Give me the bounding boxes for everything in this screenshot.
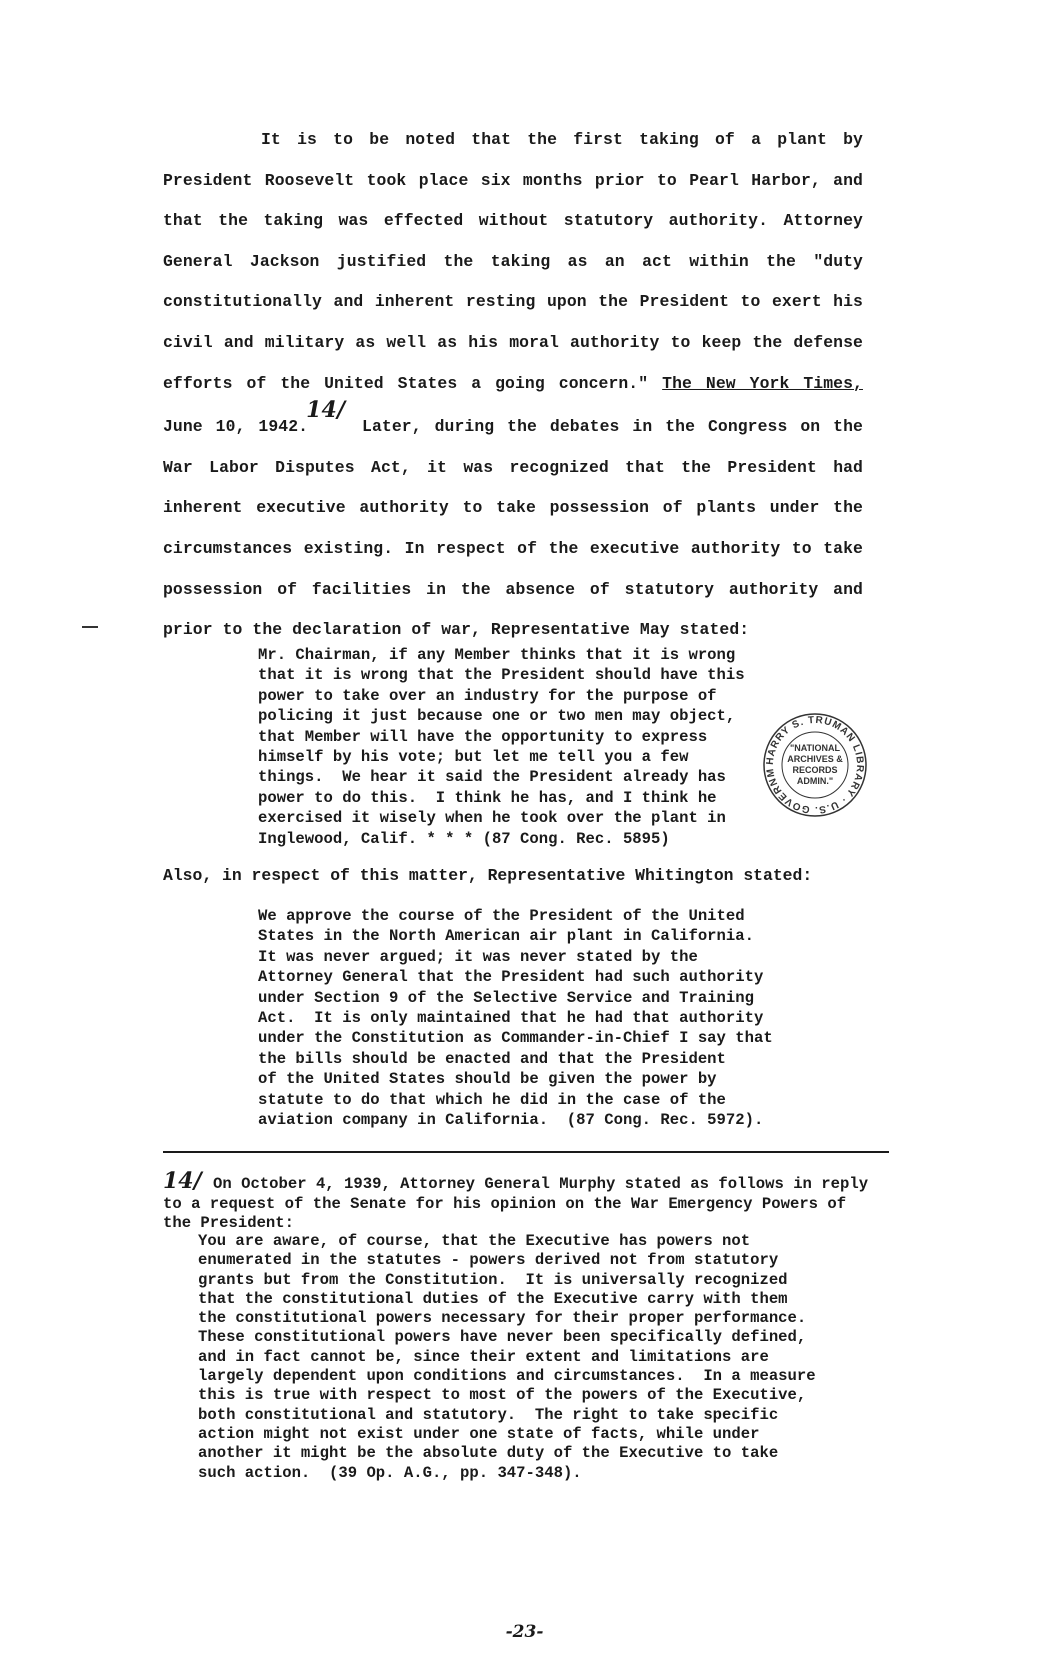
block-quote-whitington: We approve the course of the President of the United States in the North American air plant in California. It was never argued; it was never stated by the Attorney General that the President had such authority under Section 9 of the Selective Service and Training Act. It is only maintained that he had that authority under the Constitution as Commander-in-Chief I say that the bills should be enacted and that the President of the United States should be given the power by statute to do that which he did in the case of the aviation company in California. (87 Cong. Rec. 5972). <box>258 907 773 1130</box>
stamp-ring-text: HARRY S. TRUMAN LIBRARY · U.S. GOVERNM <box>764 714 866 816</box>
stamp-line-3: RECORDS <box>792 765 838 775</box>
footnote-divider <box>163 1151 889 1153</box>
margin-mark <box>82 626 98 628</box>
footnote-intro: On October 4, 1939, Attorney General Murphy stated as follows in reply to a request of the Senate for his opinion on the War Emergency Powers of the President: <box>163 1175 869 1233</box>
paragraph-1-text-a: It is to be noted that the first taking of a plant by President Roosevelt took place six months prior to Pearl Harbor, and that the taking was effected without statutory authority. Attorney General Jackson justified the taking as an act within the "duty constitutionally and inherent resting upon the President to exert his civil and military as well as his moral authority to keep the defense efforts of the United States a going concern." <box>163 130 863 393</box>
stamp-center <box>762 712 868 818</box>
paragraph-1 <box>163 120 863 651</box>
archive-stamp <box>762 712 868 818</box>
paragraph-1-text-b: June 10, 1942. <box>163 417 309 437</box>
paragraph-1-text-c: Later, during the debates in the Congress on the War Labor Disputes Act, it was recognized that the President had inherent executive authority to take possession of plants under the circumstances existing. In respect of the executive authority to take possession of facilities in the absence of statutory authority and prior to the declaration of war, Representative May stated: <box>163 417 863 640</box>
footnote <box>163 1168 869 1234</box>
block-quote-may: Mr. Chairman, if any Member thinks that it is wrong that it is wrong that the President should have this power to take over an industry for the purpose of policing it just because one or two men may object, that Member will have the opportunity to express himself by his vote; but let me tell you a few things. We hear it said the President already has power to do this. I think he has, and I think he exercised it wisely when he took over the plant in Inglewood, Calif. * * * (87 Cong. Rec. 5895) <box>258 646 745 848</box>
page-number: -23- <box>505 1622 544 1642</box>
stamp-line-4: ADMIN." <box>796 776 834 786</box>
source-title: The New York Times, <box>662 373 863 393</box>
stamp-line-2: ARCHIVES & <box>787 754 843 764</box>
footnote-quote: You are aware, of course, that the Executive has powers not enumerated in the statutes - powers derived not from statutory grants but from the Constitution. It is universally recognized that the constitutional duties of the Executive carry with them the constitutional powers necessary for their proper performance. These constitutional powers have never been specifically defined, and in fact cannot be, since their extent and limitations are largely dependent upon conditions and circumstances. In a measure this is true with respect to most of the powers of the Executive, both constitutional and statutory. The right to take specific action might not exist under one state of facts, while under another it might be the absolute duty of the Executive to take such action. (39 Op. A.G., pp. 347-348). <box>198 1232 816 1482</box>
main-body <box>163 120 863 651</box>
stamp-line-1: "NATIONAL <box>789 743 841 753</box>
footnote-reference: 14/ <box>306 397 346 424</box>
lead-in-whitington: Also, in respect of this matter, Representative Whitington stated: <box>163 866 813 885</box>
footnote-marker: 14/ <box>163 1168 202 1194</box>
